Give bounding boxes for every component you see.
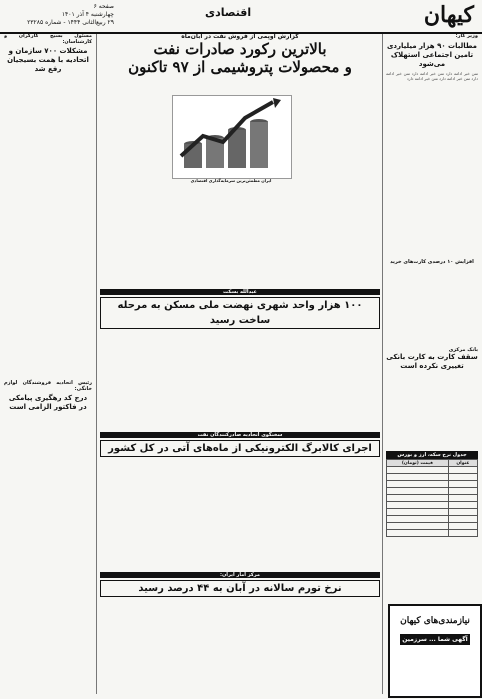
story3-headline[interactable]: نرخ تورم سالانه در آبان به ۴۴ درصد رسید — [100, 580, 380, 597]
rates-table — [386, 459, 478, 537]
table-row — [387, 481, 478, 488]
date-gregorian: چهارشنبه ۴ آذر ۱۴۰۱ — [61, 11, 114, 18]
table-row — [387, 502, 478, 509]
lead-body-left — [100, 95, 168, 285]
masthead — [0, 0, 482, 34]
rates-header-title: عنوان — [448, 460, 477, 467]
table-row — [387, 530, 478, 537]
left-label: مسئول بسیج کارگران و کارشناسان: — [4, 34, 92, 45]
story2-bar: سخنگوی اتحادیه صادرکنندگان نفت — [100, 432, 380, 438]
story1-headline[interactable]: ۱۰۰ هزار واحد شهری نهضت ملی مسکن به مرحله ساخت رسید — [100, 297, 380, 329]
story2-body — [100, 459, 380, 567]
table-row — [387, 509, 478, 516]
left-body-text — [4, 76, 92, 381]
left-column — [4, 34, 92, 694]
photo-caption: ایران مطمئن‌ترین سرمایه‌گذاری اقتصادی — [190, 178, 272, 183]
column-divider — [96, 34, 97, 694]
story2-headline[interactable]: اجرای کالابرگ الکترونیکی از ماه‌های آتی در کل کشور — [100, 440, 380, 457]
right-headline[interactable]: مطالبات ۹۰ هزار میلیاردی تامین اجتماعی استهلاک می‌شود — [386, 41, 477, 68]
issue-number: ۲۹ ربیع‌الثانی ۱۴۴۴ - شماره ۲۳۲۸۵ — [27, 19, 114, 26]
story3-bar: مرکز آمار ایران: — [100, 572, 380, 578]
lead-photo — [172, 95, 292, 179]
column-divider — [382, 34, 383, 694]
section-title: اقتصادی — [205, 6, 252, 19]
right-body-text-3 — [386, 371, 478, 451]
right-column — [386, 34, 478, 599]
left-headline-2[interactable]: درج کد رهگیری پیامکی در فاکتور الزامی است — [8, 394, 88, 412]
story1-body — [100, 316, 380, 426]
ad-title: نیازمندی‌های کیهان — [400, 616, 470, 626]
lead-body-center — [172, 188, 290, 285]
ad-subtitle: آگهی شما ... سرزمین — [400, 634, 470, 645]
rates-header-price: قیمت (تومان) — [387, 460, 449, 467]
left-body-text-2 — [4, 414, 92, 694]
lead-kicker: گزارش اوپمی از فروش نفت در آبان‌ماه — [181, 33, 299, 40]
oil-barrels-chart-illustration — [173, 96, 291, 178]
page-number: صفحه ۶ — [93, 3, 114, 10]
lead-title-line-1[interactable]: بالاترین رکورد صادرات نفت — [153, 39, 327, 58]
table-row — [387, 488, 478, 495]
lead-body-right — [294, 95, 380, 285]
kayhan-logo[interactable]: کیهان — [423, 2, 474, 28]
left-label-2: رئیس اتحادیه فروشندگان لوازم خانگی: — [4, 380, 92, 392]
lead-title-line-2[interactable]: و محصولات پتروشیمی از ۹۷ تاکنون — [128, 57, 352, 76]
left-headline[interactable]: مشکلات ۷۰۰ سازمان و اتحادیه با همت بسیجیان رفع شد — [7, 47, 89, 74]
rates-table-title: جدول نرخ سکه، ارز و بورس — [386, 451, 478, 459]
table-row — [387, 495, 478, 502]
right-subheadline: افزایش ۱۰ درصدی کارت‌های خرید — [390, 258, 474, 265]
table-row — [387, 516, 478, 523]
lead-story — [100, 34, 380, 76]
story3-body — [100, 599, 380, 694]
story1-bar: عبدالله بسکت — [100, 289, 380, 295]
table-row — [387, 523, 478, 530]
right-headline-2[interactable]: سقف کارت به کارت بانکی تغییری نکرده است — [386, 353, 478, 371]
right-body-text: متن خبر ادامه دارد متن خبر ادامه دارد متن خبر ادامه دارد متن خبر ادامه دارد متن خبر ادامه دارد — [386, 70, 478, 82]
right-label-2: بانک مرکزی — [448, 346, 478, 353]
right-body-text-2 — [386, 268, 478, 348]
classifieds-ad[interactable] — [388, 604, 482, 698]
date-block — [4, 3, 114, 27]
table-row — [387, 474, 478, 481]
table-row — [387, 467, 478, 474]
right-label: وزیر کار: — [455, 34, 478, 39]
